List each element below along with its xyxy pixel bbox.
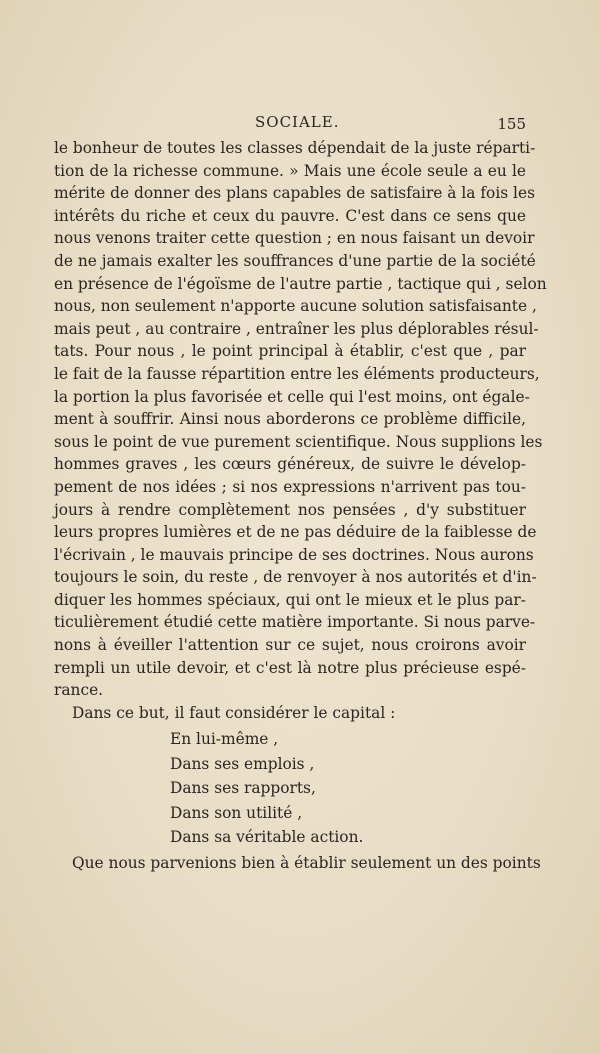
text-line: ment à souffrir. Ainsi nous aborderons ce problème difficile, [54,410,526,429]
text-line: jours à rendre complètement nos pensées , d'y substituer [54,500,526,519]
list-item: Dans ses emplois , [170,754,315,773]
text-line: le bonheur de toutes les classes dépendait de la juste réparti- [54,139,536,157]
text-line: tion de la richesse commune. » Mais une école seule a eu le [54,161,526,180]
text-line: de ne jamais exalter les souffrances d'une partie de la société [54,251,536,270]
list-item: En lui-même , [170,730,279,749]
intro-line: Dans ce but, il faut considérer le capital : [72,703,396,722]
main-paragraph [54,137,547,702]
text-line: diquer les hommes spéciaux, qui ont le mieux et le plus par- [54,590,526,609]
text-line: pement de nos idées ; si nos expressions n'arrivent pas tou- [54,477,526,496]
text-line: tats. Pour nous , le point principal à établir, c'est que , par [54,342,526,361]
text-line: rempli un utile devoir, et c'est là notre plus précieuse espé- [54,658,526,677]
text-line: leurs propres lumières et de ne pas déduire de la faiblesse de [54,523,537,542]
list-item: Dans sa véritable action. [170,828,364,847]
text-line: intérêts du riche et ceux du pauvre. C'est dans ce sens que [54,206,526,225]
page-number: 155 [497,115,526,133]
text-line: le fait de la fausse répartition entre les éléments producteurs, [54,364,540,383]
capital-aspects-list [54,727,526,850]
text-line: hommes graves , les cœurs généreux, de suivre le dévelop- [54,455,526,474]
page-body [54,137,547,875]
list-item: Dans ses rapports, [170,779,316,798]
text-line: toujours le soin, du reste , de renvoyer à nos autorités et d'in- [54,568,537,587]
text-line: mais peut , au contraire , entraîner les plus déplorables résul- [54,319,539,338]
text-line: sous le point de vue purement scientifique. Nous supplions les [54,432,543,451]
closing-line: Que nous parvenions bien à établir seulement un des points [72,853,541,872]
text-line: mérite de donner des plans capables de satisfaire à la fois les [54,184,535,203]
text-line: nous venons traiter cette question ; en nous faisant un devoir [54,229,535,248]
text-line: ticulièrement étudié cette matière importante. Si nous parve- [54,613,536,632]
text-line: l'écrivain , le mauvais principe de ses doctrines. Nous aurons [54,545,534,564]
text-line: en présence de l'égoïsme de l'autre partie , tactique qui , selon [54,274,547,293]
page-header [72,113,528,135]
text-line: la portion la plus favorisée et celle qui l'est moins, ont égale- [54,387,530,406]
list-item: Dans son utilité , [170,803,303,822]
text-line: nous, non seulement n'apporte aucune solution satisfaisante , [54,297,537,316]
text-line: rance. [54,681,104,700]
text-line: nons à éveiller l'attention sur ce sujet, nous croirons avoir [54,636,526,655]
running-title: SOCIALE. [255,113,340,131]
